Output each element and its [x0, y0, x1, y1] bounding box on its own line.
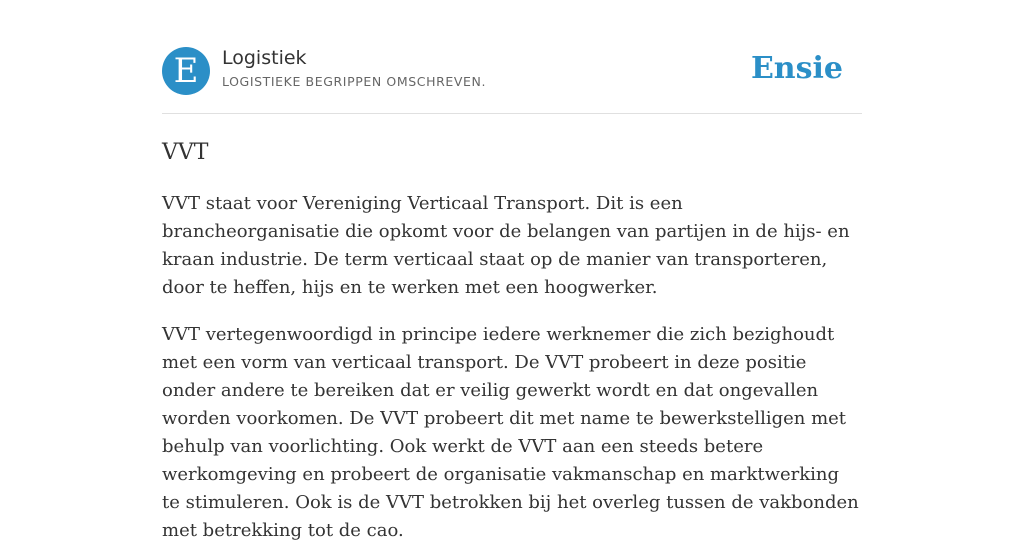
- site-title[interactable]: Logistiek: [222, 47, 307, 69]
- brand-logo-link[interactable]: Ensie: [750, 51, 843, 86]
- article: [162, 138, 862, 545]
- header-divider: [162, 113, 862, 114]
- article-paragraph: VVT staat voor Vereniging Verticaal Transport. Dit is een brancheorganisatie die opkomt voor de belangen van partijen in de hijs- en kraan industrie. De term verticaal staat op de manier van transporteren, door te heffen, hijs en te werken met een hoogwerker.: [162, 193, 850, 298]
- article-title: VVT: [162, 140, 209, 165]
- article-paragraph: VVT vertegenwoordigd in principe iedere werknemer die zich bezighoudt met een vorm van verticaal transport. De VVT probeert in deze positie onder andere te bereiken dat er veilig gewerkt wordt en dat ongevallen worden voorkomen. De VVT probeert dit met name te bewerkstelligen met behulp van voorlichting. Ook werkt de VVT aan een steeds betere werkomgeving en probeert de organisatie vakmanschap en marktwerking te stimuleren. Ook is de VVT betrokken bij het overleg tussen de vakbonden met betrekking tot de cao.: [162, 324, 859, 541]
- site-logo-icon[interactable]: E: [162, 47, 210, 95]
- site-tagline: LOGISTIEKE BEGRIPPEN OMSCHREVEN.: [222, 74, 487, 89]
- site-header: [162, 46, 862, 96]
